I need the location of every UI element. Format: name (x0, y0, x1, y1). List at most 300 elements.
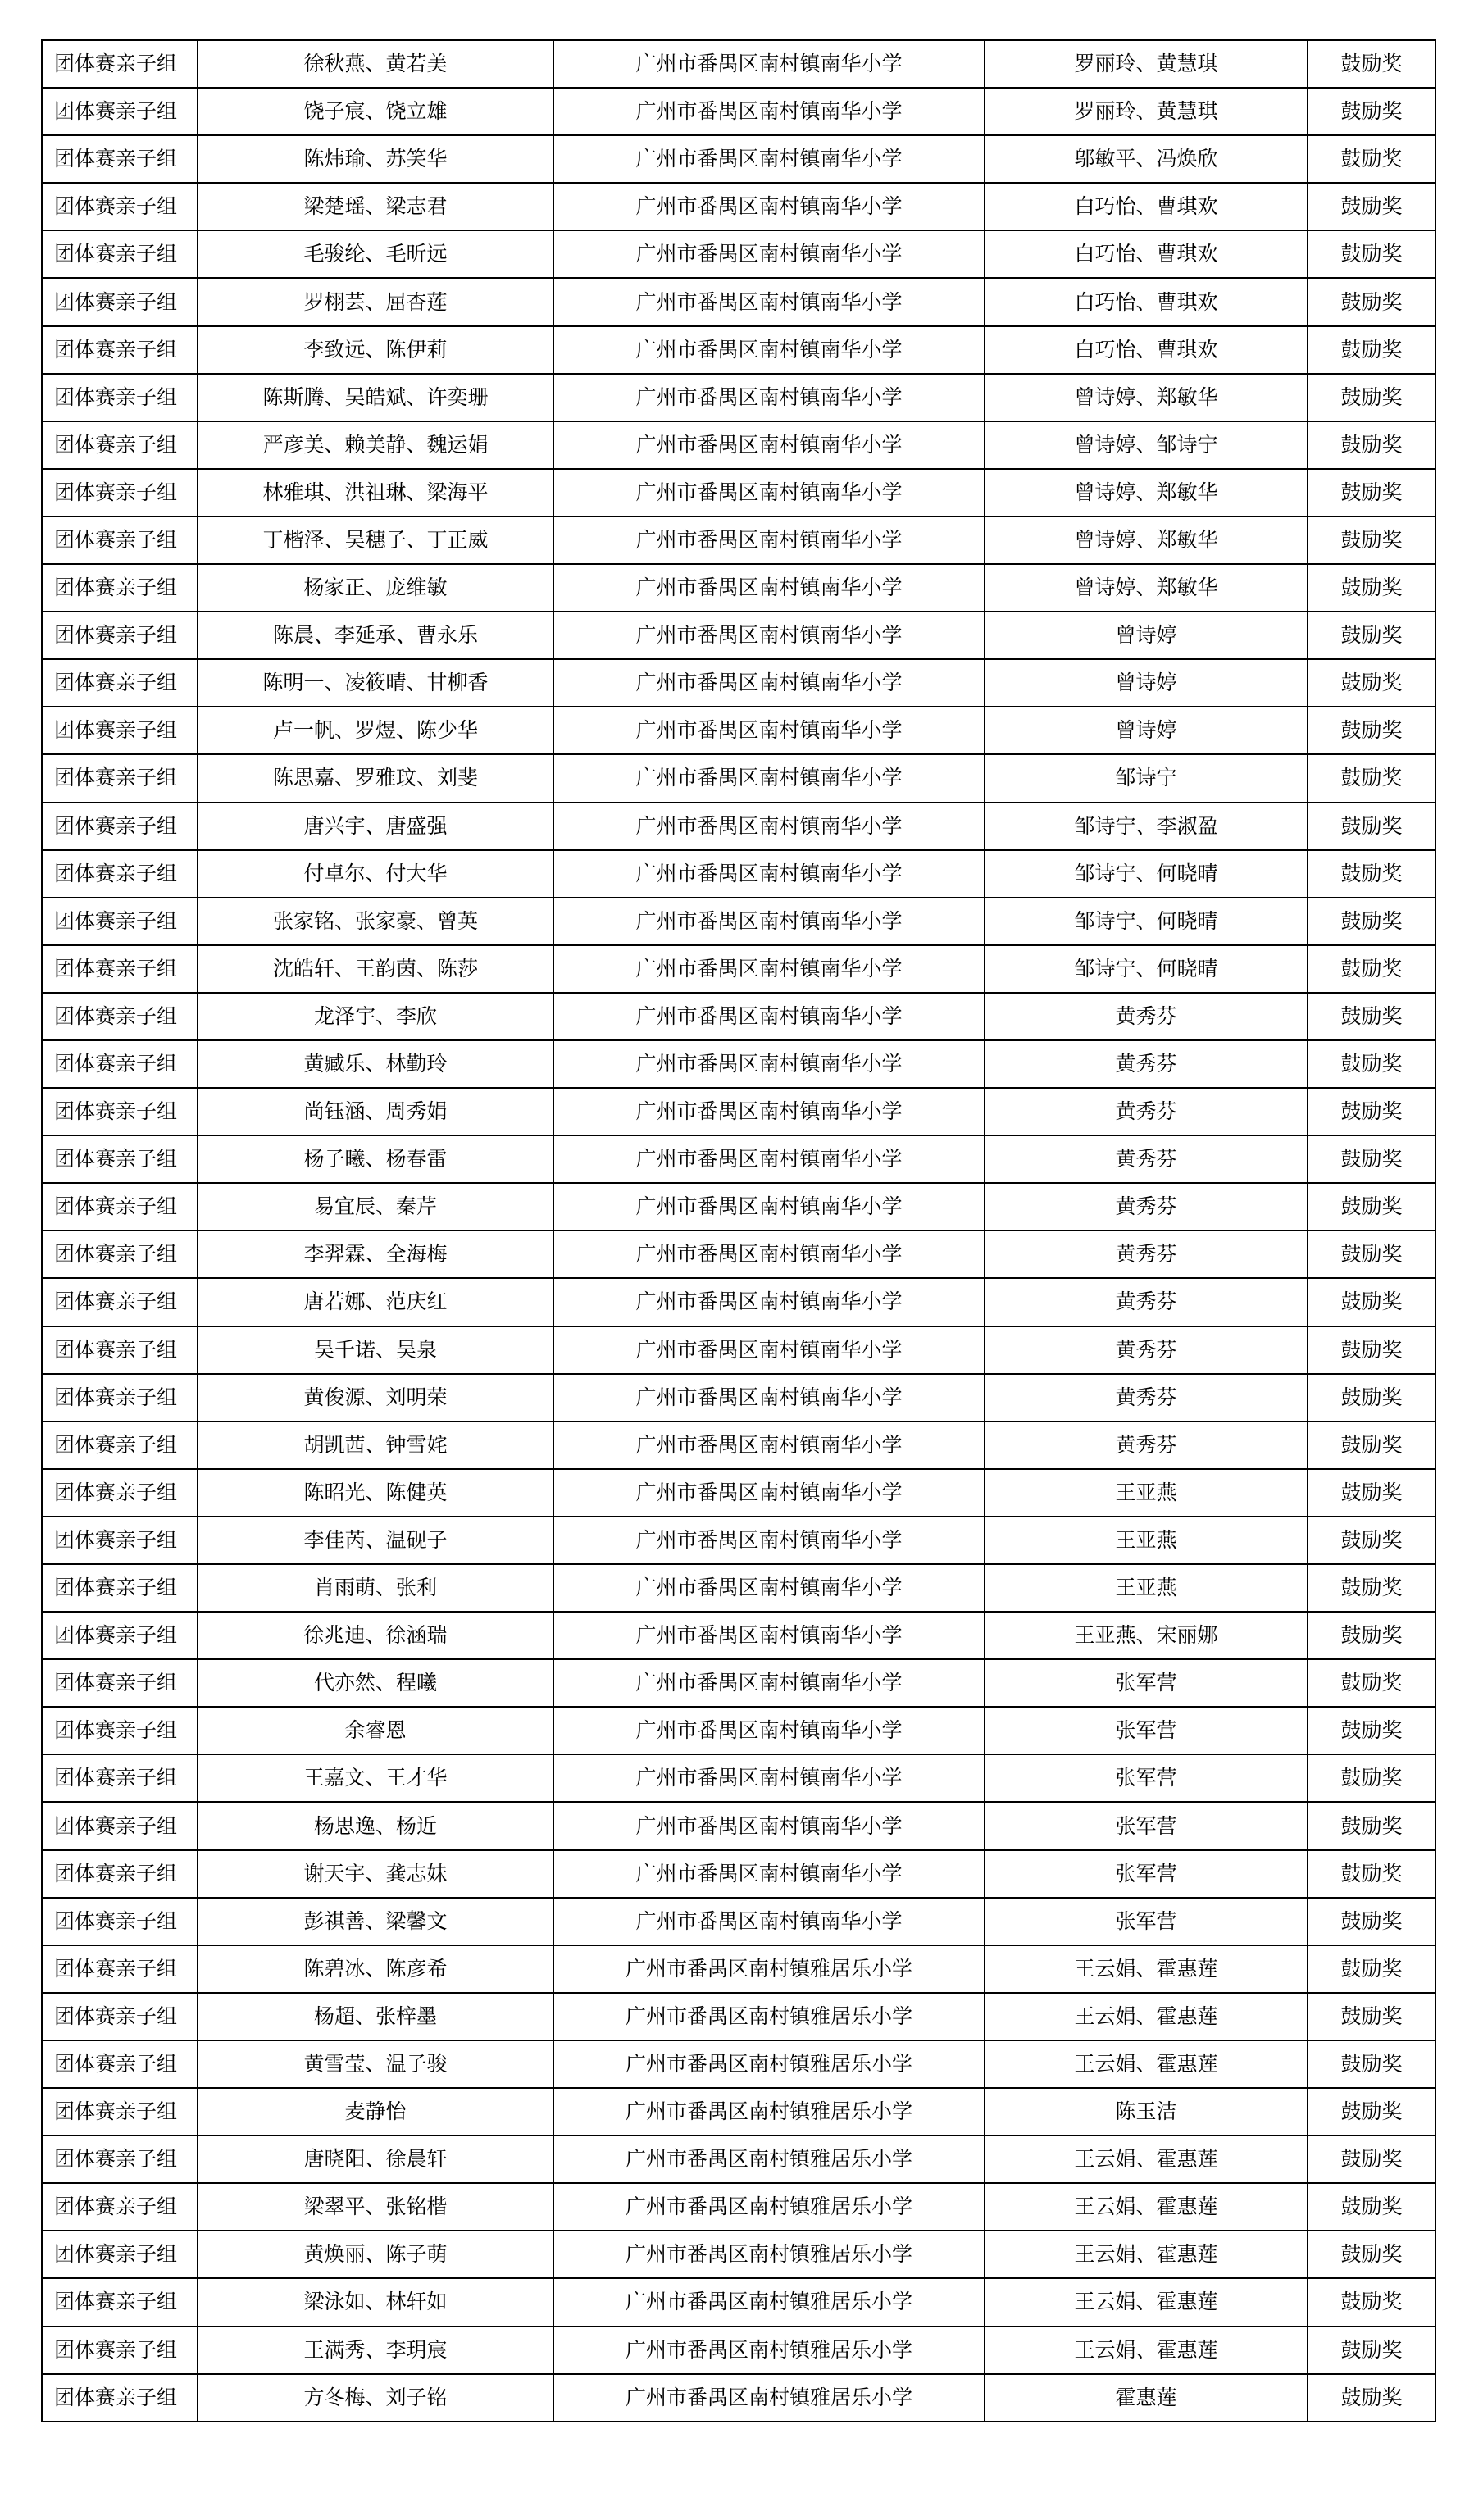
group-cell: 团体赛亲子组 (42, 612, 198, 659)
names-cell: 毛骏纶、毛昕远 (198, 230, 553, 278)
award-cell: 鼓励奖 (1308, 1564, 1435, 1612)
school-cell: 广州市番禺区南村镇南华小学 (553, 1659, 985, 1707)
table-row (42, 421, 1435, 469)
names-cell: 吴千诺、吴泉 (198, 1326, 553, 1374)
group-cell: 团体赛亲子组 (42, 754, 198, 802)
table-row (42, 1898, 1435, 1945)
teacher-cell: 张军营 (985, 1707, 1308, 1754)
award-cell: 鼓励奖 (1308, 1898, 1435, 1945)
school-cell: 广州市番禺区南村镇雅居乐小学 (553, 2327, 985, 2374)
teacher-cell: 曾诗婷 (985, 707, 1308, 754)
award-cell: 鼓励奖 (1308, 469, 1435, 516)
teacher-cell: 白巧怡、曹琪欢 (985, 230, 1308, 278)
school-cell: 广州市番禺区南村镇南华小学 (553, 88, 985, 135)
award-cell: 鼓励奖 (1308, 1754, 1435, 1802)
names-cell: 黄俊源、刘明荣 (198, 1374, 553, 1421)
award-cell: 鼓励奖 (1308, 1659, 1435, 1707)
award-cell: 鼓励奖 (1308, 659, 1435, 707)
award-cell: 鼓励奖 (1308, 2183, 1435, 2231)
school-cell: 广州市番禺区南村镇南华小学 (553, 1088, 985, 1135)
teacher-cell: 罗丽玲、黄慧琪 (985, 40, 1308, 88)
group-cell: 团体赛亲子组 (42, 2231, 198, 2278)
table-row (42, 2374, 1435, 2422)
names-cell: 罗栩芸、屈杏莲 (198, 278, 553, 325)
table-row (42, 374, 1435, 421)
award-cell: 鼓励奖 (1308, 1802, 1435, 1849)
table-row (42, 564, 1435, 612)
school-cell: 广州市番禺区南村镇南华小学 (553, 183, 985, 230)
school-cell: 广州市番禺区南村镇南华小学 (553, 1374, 985, 1421)
group-cell: 团体赛亲子组 (42, 1754, 198, 1802)
names-cell: 肖雨萌、张利 (198, 1564, 553, 1612)
names-cell: 李羿霖、全海梅 (198, 1230, 553, 1278)
group-cell: 团体赛亲子组 (42, 1993, 198, 2040)
group-cell: 团体赛亲子组 (42, 2374, 198, 2422)
teacher-cell: 邹诗宁、何晓晴 (985, 850, 1308, 898)
group-cell: 团体赛亲子组 (42, 1517, 198, 1564)
names-cell: 谢天宇、龚志妹 (198, 1850, 553, 1898)
award-cell: 鼓励奖 (1308, 278, 1435, 325)
group-cell: 团体赛亲子组 (42, 421, 198, 469)
table-row (42, 1278, 1435, 1326)
award-cell: 鼓励奖 (1308, 1993, 1435, 2040)
school-cell: 广州市番禺区南村镇南华小学 (553, 1612, 985, 1659)
names-cell: 麦静怡 (198, 2088, 553, 2136)
award-cell: 鼓励奖 (1308, 421, 1435, 469)
award-cell: 鼓励奖 (1308, 1612, 1435, 1659)
teacher-cell: 邹诗宁 (985, 754, 1308, 802)
award-cell: 鼓励奖 (1308, 230, 1435, 278)
teacher-cell: 曾诗婷 (985, 659, 1308, 707)
table-row (42, 1230, 1435, 1278)
school-cell: 广州市番禺区南村镇南华小学 (553, 1517, 985, 1564)
names-cell: 陈思嘉、罗雅玟、刘斐 (198, 754, 553, 802)
award-cell: 鼓励奖 (1308, 1945, 1435, 1993)
teacher-cell: 黄秀芬 (985, 1040, 1308, 1088)
table-row (42, 1993, 1435, 2040)
school-cell: 广州市番禺区南村镇南华小学 (553, 421, 985, 469)
group-cell: 团体赛亲子组 (42, 1898, 198, 1945)
table-row (42, 1802, 1435, 1849)
teacher-cell: 王云娟、霍惠莲 (985, 2278, 1308, 2326)
group-cell: 团体赛亲子组 (42, 1230, 198, 1278)
table-row (42, 1374, 1435, 1421)
table-row (42, 993, 1435, 1040)
table-row (42, 516, 1435, 564)
table-row (42, 2136, 1435, 2183)
table-row (42, 850, 1435, 898)
school-cell: 广州市番禺区南村镇南华小学 (553, 516, 985, 564)
teacher-cell: 黄秀芬 (985, 993, 1308, 1040)
group-cell: 团体赛亲子组 (42, 1612, 198, 1659)
names-cell: 陈明一、凌筱晴、甘柳香 (198, 659, 553, 707)
school-cell: 广州市番禺区南村镇南华小学 (553, 1183, 985, 1230)
teacher-cell: 张军营 (985, 1898, 1308, 1945)
school-cell: 广州市番禺区南村镇南华小学 (553, 135, 985, 183)
group-cell: 团体赛亲子组 (42, 564, 198, 612)
names-cell: 张家铭、张家豪、曾英 (198, 898, 553, 945)
names-cell: 付卓尔、付大华 (198, 850, 553, 898)
table-row (42, 1754, 1435, 1802)
table-row (42, 230, 1435, 278)
group-cell: 团体赛亲子组 (42, 945, 198, 993)
table-row (42, 1040, 1435, 1088)
names-cell: 唐若娜、范庆红 (198, 1278, 553, 1326)
teacher-cell: 邬敏平、冯焕欣 (985, 135, 1308, 183)
school-cell: 广州市番禺区南村镇雅居乐小学 (553, 2136, 985, 2183)
award-cell: 鼓励奖 (1308, 1421, 1435, 1469)
group-cell: 团体赛亲子组 (42, 469, 198, 516)
group-cell: 团体赛亲子组 (42, 1421, 198, 1469)
award-cell: 鼓励奖 (1308, 1088, 1435, 1135)
names-cell: 李致远、陈伊莉 (198, 326, 553, 374)
names-cell: 饶子宸、饶立雄 (198, 88, 553, 135)
names-cell: 易宜辰、秦芹 (198, 1183, 553, 1230)
teacher-cell: 张军营 (985, 1754, 1308, 1802)
table-row (42, 659, 1435, 707)
names-cell: 胡凯茜、钟雪姹 (198, 1421, 553, 1469)
names-cell: 彭祺善、梁馨文 (198, 1898, 553, 1945)
school-cell: 广州市番禺区南村镇南华小学 (553, 374, 985, 421)
teacher-cell: 王亚燕 (985, 1469, 1308, 1517)
teacher-cell: 张军营 (985, 1802, 1308, 1849)
teacher-cell: 曾诗婷 (985, 612, 1308, 659)
award-cell: 鼓励奖 (1308, 707, 1435, 754)
award-cell: 鼓励奖 (1308, 40, 1435, 88)
school-cell: 广州市番禺区南村镇南华小学 (553, 469, 985, 516)
table-row (42, 469, 1435, 516)
group-cell: 团体赛亲子组 (42, 1850, 198, 1898)
school-cell: 广州市番禺区南村镇南华小学 (553, 1802, 985, 1849)
names-cell: 陈晨、李延承、曹永乐 (198, 612, 553, 659)
names-cell: 陈碧冰、陈彦希 (198, 1945, 553, 1993)
names-cell: 余睿恩 (198, 1707, 553, 1754)
group-cell: 团体赛亲子组 (42, 1088, 198, 1135)
teacher-cell: 白巧怡、曹琪欢 (985, 183, 1308, 230)
group-cell: 团体赛亲子组 (42, 1135, 198, 1183)
table-row (42, 2327, 1435, 2374)
group-cell: 团体赛亲子组 (42, 135, 198, 183)
table-row (42, 2040, 1435, 2088)
award-cell: 鼓励奖 (1308, 516, 1435, 564)
group-cell: 团体赛亲子组 (42, 326, 198, 374)
teacher-cell: 张军营 (985, 1850, 1308, 1898)
names-cell: 唐兴宇、唐盛强 (198, 803, 553, 850)
names-cell: 陈炜瑜、苏笑华 (198, 135, 553, 183)
school-cell: 广州市番禺区南村镇雅居乐小学 (553, 2040, 985, 2088)
award-cell: 鼓励奖 (1308, 1850, 1435, 1898)
school-cell: 广州市番禺区南村镇南华小学 (553, 1564, 985, 1612)
group-cell: 团体赛亲子组 (42, 2278, 198, 2326)
award-cell: 鼓励奖 (1308, 850, 1435, 898)
school-cell: 广州市番禺区南村镇南华小学 (553, 1898, 985, 1945)
teacher-cell: 邹诗宁、何晓晴 (985, 898, 1308, 945)
teacher-cell: 张军营 (985, 1659, 1308, 1707)
school-cell: 广州市番禺区南村镇南华小学 (553, 612, 985, 659)
award-cell: 鼓励奖 (1308, 1278, 1435, 1326)
school-cell: 广州市番禺区南村镇南华小学 (553, 326, 985, 374)
group-cell: 团体赛亲子组 (42, 898, 198, 945)
school-cell: 广州市番禺区南村镇南华小学 (553, 945, 985, 993)
school-cell: 广州市番禺区南村镇南华小学 (553, 564, 985, 612)
table-row (42, 1517, 1435, 1564)
names-cell: 龙泽宇、李欣 (198, 993, 553, 1040)
names-cell: 黄焕丽、陈子萌 (198, 2231, 553, 2278)
award-table (41, 39, 1436, 2422)
group-cell: 团体赛亲子组 (42, 2136, 198, 2183)
group-cell: 团体赛亲子组 (42, 2088, 198, 2136)
school-cell: 广州市番禺区南村镇雅居乐小学 (553, 2088, 985, 2136)
school-cell: 广州市番禺区南村镇南华小学 (553, 230, 985, 278)
names-cell: 卢一帆、罗煜、陈少华 (198, 707, 553, 754)
award-cell: 鼓励奖 (1308, 754, 1435, 802)
table-row (42, 1612, 1435, 1659)
group-cell: 团体赛亲子组 (42, 1659, 198, 1707)
school-cell: 广州市番禺区南村镇南华小学 (553, 278, 985, 325)
award-cell: 鼓励奖 (1308, 564, 1435, 612)
award-cell: 鼓励奖 (1308, 1469, 1435, 1517)
teacher-cell: 陈玉洁 (985, 2088, 1308, 2136)
award-cell: 鼓励奖 (1308, 1135, 1435, 1183)
table-row (42, 326, 1435, 374)
group-cell: 团体赛亲子组 (42, 40, 198, 88)
table-row (42, 1469, 1435, 1517)
teacher-cell: 黄秀芬 (985, 1088, 1308, 1135)
group-cell: 团体赛亲子组 (42, 707, 198, 754)
names-cell: 梁泳如、林轩如 (198, 2278, 553, 2326)
group-cell: 团体赛亲子组 (42, 803, 198, 850)
group-cell: 团体赛亲子组 (42, 2183, 198, 2231)
award-cell: 鼓励奖 (1308, 2088, 1435, 2136)
table-row (42, 945, 1435, 993)
names-cell: 沈皓轩、王韵茵、陈莎 (198, 945, 553, 993)
names-cell: 代亦然、程曦 (198, 1659, 553, 1707)
table-row (42, 1326, 1435, 1374)
award-cell: 鼓励奖 (1308, 803, 1435, 850)
teacher-cell: 王亚燕 (985, 1517, 1308, 1564)
table-row (42, 754, 1435, 802)
table-row (42, 1945, 1435, 1993)
table-row (42, 1564, 1435, 1612)
teacher-cell: 黄秀芬 (985, 1421, 1308, 1469)
table-row (42, 1183, 1435, 1230)
school-cell: 广州市番禺区南村镇南华小学 (553, 1707, 985, 1754)
group-cell: 团体赛亲子组 (42, 1183, 198, 1230)
teacher-cell: 邹诗宁、何晓晴 (985, 945, 1308, 993)
school-cell: 广州市番禺区南村镇南华小学 (553, 1135, 985, 1183)
names-cell: 徐秋燕、黄若美 (198, 40, 553, 88)
school-cell: 广州市番禺区南村镇南华小学 (553, 707, 985, 754)
names-cell: 尚钰涵、周秀娟 (198, 1088, 553, 1135)
table-row (42, 135, 1435, 183)
names-cell: 林雅琪、洪祖琳、梁海平 (198, 469, 553, 516)
school-cell: 广州市番禺区南村镇南华小学 (553, 40, 985, 88)
award-cell: 鼓励奖 (1308, 1707, 1435, 1754)
award-cell: 鼓励奖 (1308, 945, 1435, 993)
teacher-cell: 邹诗宁、李淑盈 (985, 803, 1308, 850)
award-cell: 鼓励奖 (1308, 612, 1435, 659)
group-cell: 团体赛亲子组 (42, 230, 198, 278)
school-cell: 广州市番禺区南村镇南华小学 (553, 850, 985, 898)
table-row (42, 2231, 1435, 2278)
teacher-cell: 王云娟、霍惠莲 (985, 2040, 1308, 2088)
teacher-cell: 黄秀芬 (985, 1135, 1308, 1183)
school-cell: 广州市番禺区南村镇南华小学 (553, 1469, 985, 1517)
table-row (42, 278, 1435, 325)
award-cell: 鼓励奖 (1308, 2231, 1435, 2278)
group-cell: 团体赛亲子组 (42, 1564, 198, 1612)
names-cell: 严彦美、赖美静、魏运娟 (198, 421, 553, 469)
table-row (42, 1659, 1435, 1707)
school-cell: 广州市番禺区南村镇雅居乐小学 (553, 2183, 985, 2231)
table-row (42, 40, 1435, 88)
award-table-body (42, 40, 1435, 2422)
school-cell: 广州市番禺区南村镇南华小学 (553, 1040, 985, 1088)
names-cell: 李佳芮、温砚子 (198, 1517, 553, 1564)
award-cell: 鼓励奖 (1308, 898, 1435, 945)
group-cell: 团体赛亲子组 (42, 850, 198, 898)
table-row (42, 1135, 1435, 1183)
table-row (42, 1088, 1435, 1135)
names-cell: 陈斯腾、吴皓斌、许奕珊 (198, 374, 553, 421)
group-cell: 团体赛亲子组 (42, 659, 198, 707)
award-cell: 鼓励奖 (1308, 326, 1435, 374)
school-cell: 广州市番禺区南村镇南华小学 (553, 898, 985, 945)
award-cell: 鼓励奖 (1308, 993, 1435, 1040)
award-cell: 鼓励奖 (1308, 2136, 1435, 2183)
teacher-cell: 白巧怡、曹琪欢 (985, 278, 1308, 325)
table-row (42, 707, 1435, 754)
group-cell: 团体赛亲子组 (42, 374, 198, 421)
names-cell: 唐晓阳、徐晨轩 (198, 2136, 553, 2183)
names-cell: 黄雪莹、温子骏 (198, 2040, 553, 2088)
teacher-cell: 王亚燕 (985, 1564, 1308, 1612)
names-cell: 梁楚瑶、梁志君 (198, 183, 553, 230)
award-cell: 鼓励奖 (1308, 183, 1435, 230)
teacher-cell: 王云娟、霍惠莲 (985, 2136, 1308, 2183)
award-cell: 鼓励奖 (1308, 374, 1435, 421)
award-cell: 鼓励奖 (1308, 1374, 1435, 1421)
table-row (42, 612, 1435, 659)
table-row (42, 2278, 1435, 2326)
award-cell: 鼓励奖 (1308, 2374, 1435, 2422)
school-cell: 广州市番禺区南村镇雅居乐小学 (553, 2278, 985, 2326)
teacher-cell: 曾诗婷、郑敏华 (985, 469, 1308, 516)
table-row (42, 183, 1435, 230)
teacher-cell: 白巧怡、曹琪欢 (985, 326, 1308, 374)
table-row (42, 1707, 1435, 1754)
teacher-cell: 黄秀芬 (985, 1183, 1308, 1230)
names-cell: 梁翠平、张铭楷 (198, 2183, 553, 2231)
table-row (42, 1850, 1435, 1898)
table-row (42, 2183, 1435, 2231)
group-cell: 团体赛亲子组 (42, 993, 198, 1040)
school-cell: 广州市番禺区南村镇南华小学 (553, 993, 985, 1040)
group-cell: 团体赛亲子组 (42, 278, 198, 325)
award-cell: 鼓励奖 (1308, 88, 1435, 135)
group-cell: 团体赛亲子组 (42, 88, 198, 135)
award-cell: 鼓励奖 (1308, 2040, 1435, 2088)
names-cell: 方冬梅、刘子铭 (198, 2374, 553, 2422)
group-cell: 团体赛亲子组 (42, 516, 198, 564)
teacher-cell: 王云娟、霍惠莲 (985, 2183, 1308, 2231)
teacher-cell: 曾诗婷、郑敏华 (985, 564, 1308, 612)
teacher-cell: 曾诗婷、邹诗宁 (985, 421, 1308, 469)
names-cell: 杨超、张梓墨 (198, 1993, 553, 2040)
teacher-cell: 黄秀芬 (985, 1374, 1308, 1421)
group-cell: 团体赛亲子组 (42, 1374, 198, 1421)
award-cell: 鼓励奖 (1308, 2327, 1435, 2374)
group-cell: 团体赛亲子组 (42, 1469, 198, 1517)
group-cell: 团体赛亲子组 (42, 1802, 198, 1849)
school-cell: 广州市番禺区南村镇雅居乐小学 (553, 2374, 985, 2422)
group-cell: 团体赛亲子组 (42, 2040, 198, 2088)
names-cell: 王满秀、李玥宸 (198, 2327, 553, 2374)
table-row (42, 803, 1435, 850)
table-row (42, 2088, 1435, 2136)
award-cell: 鼓励奖 (1308, 2278, 1435, 2326)
names-cell: 杨家正、庞维敏 (198, 564, 553, 612)
names-cell: 丁楷泽、吴穗子、丁正威 (198, 516, 553, 564)
names-cell: 王嘉文、王才华 (198, 1754, 553, 1802)
school-cell: 广州市番禺区南村镇南华小学 (553, 1326, 985, 1374)
names-cell: 黄臧乐、林勤玲 (198, 1040, 553, 1088)
award-cell: 鼓励奖 (1308, 135, 1435, 183)
names-cell: 杨子曦、杨春雷 (198, 1135, 553, 1183)
teacher-cell: 曾诗婷、郑敏华 (985, 374, 1308, 421)
names-cell: 杨思逸、杨近 (198, 1802, 553, 1849)
school-cell: 广州市番禺区南村镇南华小学 (553, 1754, 985, 1802)
group-cell: 团体赛亲子组 (42, 1707, 198, 1754)
school-cell: 广州市番禺区南村镇南华小学 (553, 1278, 985, 1326)
school-cell: 广州市番禺区南村镇南华小学 (553, 1850, 985, 1898)
school-cell: 广州市番禺区南村镇南华小学 (553, 659, 985, 707)
teacher-cell: 王云娟、霍惠莲 (985, 1945, 1308, 1993)
group-cell: 团体赛亲子组 (42, 1040, 198, 1088)
teacher-cell: 黄秀芬 (985, 1230, 1308, 1278)
teacher-cell: 王云娟、霍惠莲 (985, 1993, 1308, 2040)
group-cell: 团体赛亲子组 (42, 1945, 198, 1993)
teacher-cell: 黄秀芬 (985, 1278, 1308, 1326)
table-row (42, 1421, 1435, 1469)
names-cell: 陈昭光、陈健英 (198, 1469, 553, 1517)
school-cell: 广州市番禺区南村镇雅居乐小学 (553, 1945, 985, 1993)
group-cell: 团体赛亲子组 (42, 2327, 198, 2374)
award-cell: 鼓励奖 (1308, 1040, 1435, 1088)
award-cell: 鼓励奖 (1308, 1326, 1435, 1374)
teacher-cell: 王云娟、霍惠莲 (985, 2231, 1308, 2278)
school-cell: 广州市番禺区南村镇雅居乐小学 (553, 1993, 985, 2040)
table-row (42, 88, 1435, 135)
school-cell: 广州市番禺区南村镇南华小学 (553, 1230, 985, 1278)
teacher-cell: 王亚燕、宋丽娜 (985, 1612, 1308, 1659)
school-cell: 广州市番禺区南村镇雅居乐小学 (553, 2231, 985, 2278)
teacher-cell: 曾诗婷、郑敏华 (985, 516, 1308, 564)
school-cell: 广州市番禺区南村镇南华小学 (553, 803, 985, 850)
group-cell: 团体赛亲子组 (42, 183, 198, 230)
award-cell: 鼓励奖 (1308, 1517, 1435, 1564)
teacher-cell: 黄秀芬 (985, 1326, 1308, 1374)
group-cell: 团体赛亲子组 (42, 1326, 198, 1374)
teacher-cell: 罗丽玲、黄慧琪 (985, 88, 1308, 135)
school-cell: 广州市番禺区南村镇南华小学 (553, 1421, 985, 1469)
school-cell: 广州市番禺区南村镇南华小学 (553, 754, 985, 802)
names-cell: 徐兆迪、徐涵瑞 (198, 1612, 553, 1659)
table-row (42, 898, 1435, 945)
teacher-cell: 霍惠莲 (985, 2374, 1308, 2422)
award-cell: 鼓励奖 (1308, 1230, 1435, 1278)
teacher-cell: 王云娟、霍惠莲 (985, 2327, 1308, 2374)
